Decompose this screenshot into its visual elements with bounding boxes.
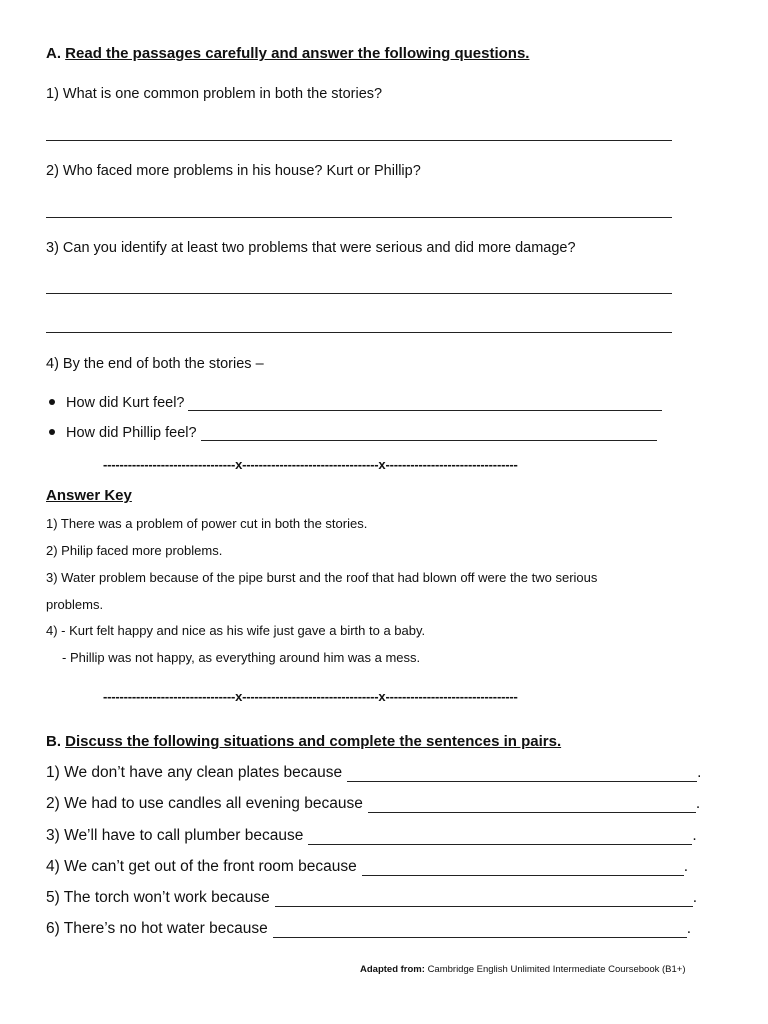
bullet-kurt	[46, 395, 662, 411]
sentence-5-blank[interactable]	[275, 892, 693, 907]
sentence-3	[46, 827, 697, 845]
bullet-phillip-label: How did Phillip feel?	[66, 425, 197, 441]
question-3: 3) Can you identify at least two problems that were serious and did more damage?	[46, 240, 576, 256]
sentence-1-text: 1) We don’t have any clean plates because	[46, 764, 343, 781]
separator: --------------------------------x---------------------------------x--------------------------------	[103, 457, 518, 472]
sentence-6	[46, 920, 691, 938]
answer-key-title: Answer Key	[46, 487, 132, 504]
question-1: 1) What is one common problem in both the stories?	[46, 86, 383, 102]
bullet-phillip	[46, 425, 657, 441]
sentence-1-blank[interactable]	[347, 767, 697, 782]
sentence-6-blank[interactable]	[273, 923, 687, 938]
phillip-answer-blank[interactable]	[201, 426, 657, 441]
sentence-4-blank[interactable]	[362, 861, 684, 876]
answer-line-1[interactable]	[46, 140, 672, 141]
sentence-2	[46, 795, 700, 813]
sentence-end-mark: .	[683, 858, 689, 875]
answer-2: 2) Philip faced more problems.	[46, 543, 223, 558]
answer-1: 1) There was a problem of power cut in both the stories.	[46, 516, 368, 531]
sentence-1	[46, 764, 701, 782]
question-4: 4) By the end of both the stories –	[46, 356, 264, 372]
sentence-end-mark: .	[695, 795, 701, 812]
answer-line-3a[interactable]	[46, 293, 672, 294]
sentence-2-blank[interactable]	[368, 798, 696, 813]
answer-4-line-1: 4) - Kurt felt happy and nice as his wife just gave a birth to a baby.	[46, 623, 426, 638]
separator: --------------------------------x---------------------------------x--------------------------------	[103, 689, 518, 704]
sentence-3-text: 3) We’ll have to call plumber because	[46, 827, 304, 844]
section-b-heading	[46, 733, 561, 750]
sentence-5-text: 5) The torch won’t work because	[46, 889, 270, 906]
answer-3-line-1: 3) Water problem because of the pipe burst and the roof that had blown off were the two serious	[46, 570, 598, 585]
sentence-end-mark: .	[697, 764, 702, 781]
footer-source: Cambridge English Unlimited Intermediate Coursebook (B1+)	[427, 964, 686, 975]
bullet-kurt-label: How did Kurt feel?	[66, 395, 185, 411]
sentence-4-text: 4) We can’t get out of the front room because	[46, 858, 357, 875]
bullet-icon	[49, 429, 55, 435]
section-a-prefix: A.	[46, 45, 61, 62]
sentence-2-text: 2) We had to use candles all evening because	[46, 795, 363, 812]
sentence-end-mark: .	[692, 827, 697, 844]
answer-line-2[interactable]	[46, 217, 672, 218]
sentence-6-text: 6) There’s no hot water because	[46, 920, 268, 937]
sentence-5	[46, 889, 697, 907]
sentence-end-mark: .	[686, 920, 692, 937]
sentence-end-mark: .	[692, 889, 698, 906]
footer-label: Adapted from:	[360, 964, 425, 975]
sentence-3-blank[interactable]	[308, 830, 692, 845]
question-2: 2) Who faced more problems in his house? Kurt or Phillip?	[46, 163, 421, 179]
sentence-4	[46, 858, 688, 876]
section-b-prefix: B.	[46, 733, 61, 750]
bullet-icon	[49, 399, 55, 405]
kurt-answer-blank[interactable]	[188, 396, 662, 411]
section-a-heading	[46, 45, 529, 62]
answer-4-line-2: - Phillip was not happy, as everything around him was a mess.	[62, 650, 421, 665]
section-b-title: Discuss the following situations and complete the sentences in pairs.	[65, 733, 562, 750]
answer-line-3b[interactable]	[46, 332, 672, 333]
answer-3-line-2: problems.	[46, 597, 104, 612]
section-a-title: Read the passages carefully and answer the following questions.	[65, 45, 530, 62]
footer-credit	[360, 964, 686, 975]
